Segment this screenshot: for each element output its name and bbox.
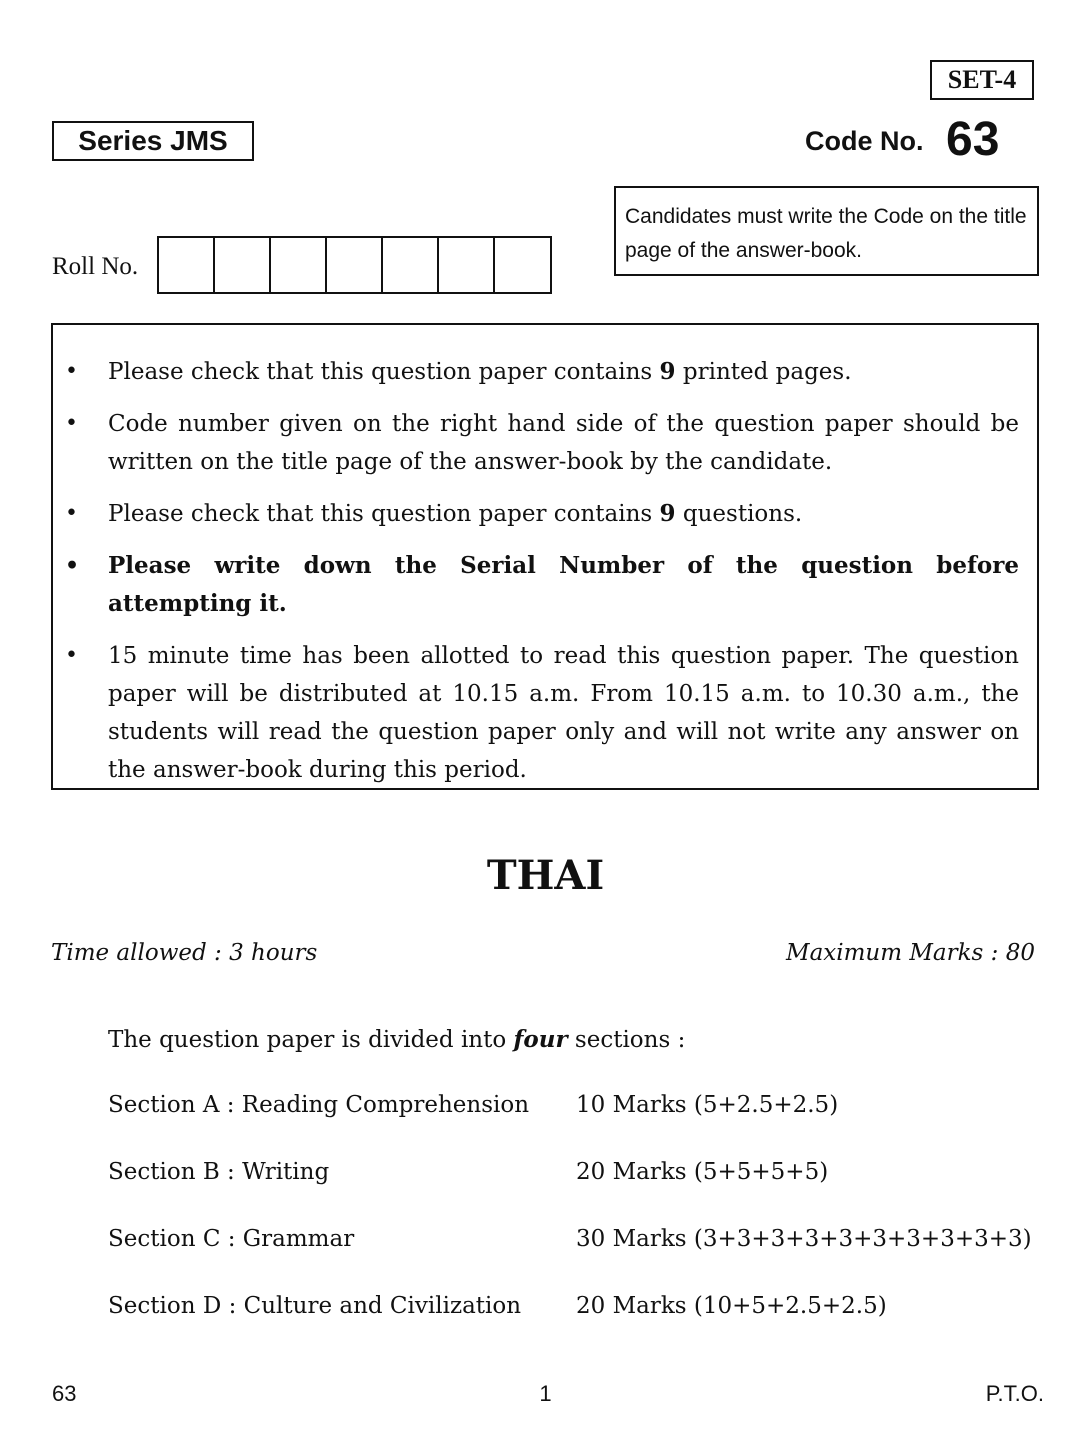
- code-label: Code No.: [805, 126, 924, 156]
- roll-number-grid: [157, 236, 552, 294]
- code-notice-box: [614, 186, 1039, 276]
- section-marks: 20 Marks (5+5+5+5): [576, 1159, 829, 1185]
- code-notice-text: Candidates must write the Code on the title page of the answer-book.: [625, 205, 1027, 262]
- roll-number-label: Roll No.: [52, 253, 139, 280]
- instruction-item: • Please write down the Serial Number of the question before attempting it.: [65, 547, 1019, 623]
- instruction-item: • Code number given on the right hand side of the question paper should be written on the title page of the answer-book by the candidate.: [65, 405, 1019, 481]
- instructions-list: [65, 353, 1019, 789]
- section-marks: 10 Marks (5+2.5+2.5): [576, 1092, 839, 1118]
- bullet-icon: •: [65, 643, 78, 668]
- instruction-item: • 15 minute time has been allotted to read this question paper. The question paper will be distributed at 10.15 a.m. From 10.15 a.m. to 10.30 a.m., the students will read the question paper only and will not write any answer on the answer-book during this period.: [65, 637, 1019, 789]
- section-marks: 20 Marks (10+5+2.5+2.5): [576, 1293, 887, 1319]
- section-division-text: The question paper is divided into four sections :: [108, 1026, 686, 1053]
- roll-number-cell: [271, 238, 327, 292]
- roll-number-cell: [439, 238, 495, 292]
- code-number: 63: [946, 113, 1000, 166]
- footer-code: 63: [52, 1381, 77, 1406]
- bullet-icon: •: [65, 359, 78, 384]
- roll-number-cell: [495, 238, 550, 292]
- set-label: SET-4: [930, 60, 1034, 100]
- time-allowed: Time allowed : 3 hours: [51, 940, 318, 966]
- please-turn-over: P.T.O.: [985, 1381, 1044, 1406]
- roll-number-cell: [383, 238, 439, 292]
- section-name: Section B : Writing: [108, 1159, 330, 1185]
- roll-number-cell: [327, 238, 383, 292]
- roll-number-cell: [159, 238, 215, 292]
- page-number: 1: [539, 1381, 552, 1406]
- section-name: Section C : Grammar: [108, 1226, 355, 1252]
- section-name: Section A : Reading Comprehension: [108, 1092, 530, 1118]
- maximum-marks: Maximum Marks : 80: [786, 940, 1035, 966]
- subject-title: THAI: [486, 852, 605, 899]
- instruction-item: • Please check that this question paper contains 9 printed pages.: [65, 353, 1019, 391]
- instruction-item: • Please check that this question paper contains 9 questions.: [65, 495, 1019, 533]
- series-label: Series JMS: [52, 121, 254, 161]
- roll-number-cell: [215, 238, 271, 292]
- bullet-icon: •: [65, 553, 80, 579]
- section-name: Section D : Culture and Civilization: [108, 1293, 522, 1319]
- instructions-box: [51, 323, 1039, 790]
- section-marks: 30 Marks (3+3+3+3+3+3+3+3+3+3): [576, 1226, 1032, 1252]
- bullet-icon: •: [65, 411, 78, 436]
- bullet-icon: •: [65, 501, 78, 526]
